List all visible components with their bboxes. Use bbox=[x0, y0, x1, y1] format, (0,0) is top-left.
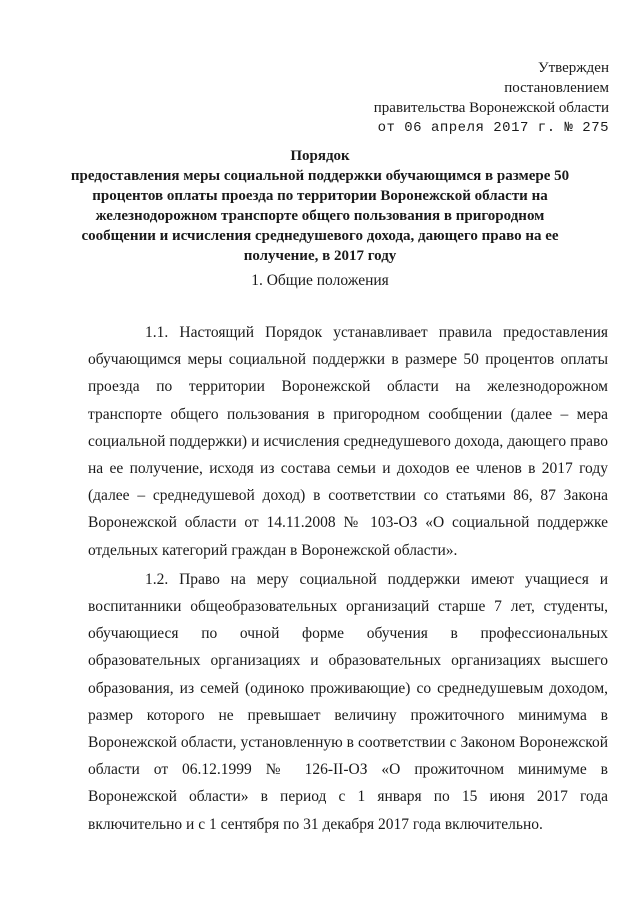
paragraph-1-1: 1.1. Настоящий Порядок устанавливает правила предоставления обучающимся меры социальной поддержки в размере 50 процентов оплаты проезда по территории Воронежской области на железнодорожном транспорте общего пользования в пригородном сообщении (далее – мера социальной поддержки) и исчисления среднедушевого дохода, дающего право на ее получение, исходя из состава семьи и доходов ее членов в 2017 году (далее – среднедушевой доход) в соответствии со статьями 86, 87 Закона Воронежской области от 14.11.2008 № 103-ОЗ «О социальной поддержке отдельных категорий граждан в Воронежской области». bbox=[88, 324, 608, 559]
document-body bbox=[88, 319, 608, 840]
paragraph-1-2: 1.2. Право на меру социальной поддержки имеют учащиеся и воспитанники общеобразовательных организаций старше 7 лет, студенты, обучающиеся по очной форме обучения в профессиональных образовательных организациях и образовательных организациях высшего образования, из семей (одиноко проживающие) со среднедушевым доходом, размер которого не превышает величину прожиточного минимума в Воронежской области, установленную в соответствии с Законом Воронежской области от 06.12.1999 № 126-II-ОЗ «О прожиточном минимуме в Воронежской области» в период с 1 января по 15 июня 2017 года включительно и с 1 сентября по 31 декабря 2017 года включительно. bbox=[88, 570, 608, 833]
approval-stamp bbox=[374, 58, 609, 138]
title-body: предоставления меры социальной поддержки обучающимся в размере 50 процентов оплаты проезда по территории Воронежской области на железнодорожном транспорте общего пользования в пригородном сообщении и исчисления среднедушевого дохода, дающего право на ее получение, в 2017 году bbox=[70, 168, 570, 264]
approval-line-decree: постановлением bbox=[504, 80, 609, 96]
document-title bbox=[60, 146, 580, 266]
approval-line-date-number: от 06 апреля 2017 г. № 275 bbox=[377, 120, 609, 136]
section-heading: 1. Общие положения bbox=[251, 272, 389, 289]
approval-line-government: правительства Воронежской области bbox=[373, 100, 609, 116]
approval-line-approved: Утвержден bbox=[537, 60, 609, 76]
title-heading: Порядок bbox=[290, 148, 350, 164]
